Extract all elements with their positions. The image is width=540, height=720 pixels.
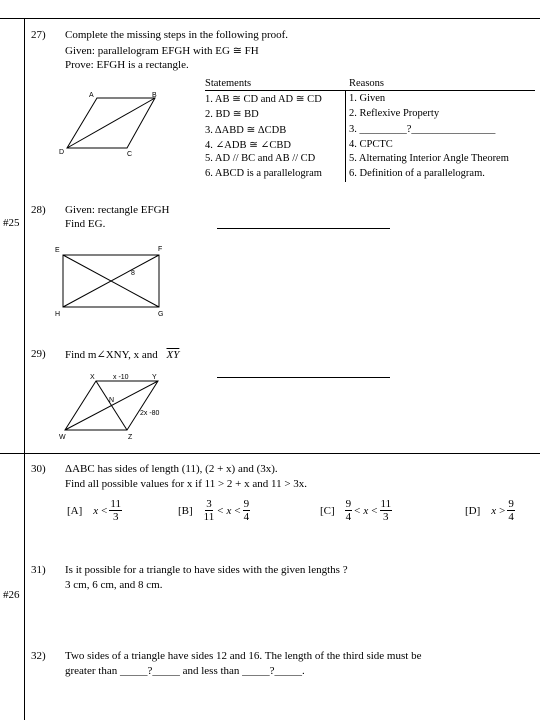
answer-line[interactable] (217, 228, 390, 229)
question-text (65, 348, 179, 361)
choice-b[interactable] (178, 498, 252, 523)
fraction (380, 498, 393, 523)
reason-row: 4. CPCTC (349, 139, 393, 150)
vertex-label-e: E (55, 247, 60, 254)
vertex-label-h: H (55, 311, 61, 318)
vertex-label-b: B (152, 92, 157, 99)
operator: < (234, 504, 241, 517)
question-text: Is it possible for a triangle to have sides with the given lengths ? (65, 564, 348, 576)
vertex-label-c: C (127, 151, 133, 158)
statement-row: 6. ABCD is a parallelogram (205, 168, 322, 179)
choice-label: [A] (67, 504, 83, 517)
choice-a[interactable] (67, 498, 124, 523)
prove-text: Prove: EFGH is a rectangle. (65, 59, 189, 71)
statement-row: 5. AD // BC and AB // CD (205, 153, 316, 164)
left-column-divider (24, 18, 25, 720)
numerator: 3 (206, 498, 212, 510)
vertex-label-y: Y (152, 374, 157, 381)
reason-row: 2. Reflexive Property (349, 108, 440, 119)
operator: > (499, 504, 506, 517)
question-prefix: Find m∠XNY, x and (65, 349, 158, 361)
reason-row: 6. Definition of a parallelogram. (349, 168, 485, 179)
side-label-right: 2x -80 (140, 410, 160, 417)
numerator: 9 (508, 498, 514, 510)
operator: < (354, 504, 361, 517)
choice-label: [B] (178, 504, 193, 517)
reasons-header: Reasons (349, 78, 384, 89)
section-label-25: #25 (3, 217, 20, 229)
denominator: 4 (243, 511, 250, 523)
question-number: 31) (31, 564, 46, 576)
parallelogram-abcd-figure (55, 88, 170, 160)
question-text-line-2: Find all possible values for x if 11 > 2 + x and 11 > 3x. (65, 478, 308, 490)
operator: < (101, 504, 108, 517)
fraction (243, 498, 251, 523)
section-divider (0, 453, 540, 454)
question-text: Complete the missing steps in the following proof. (65, 29, 289, 41)
top-border (0, 18, 540, 19)
parallelogram-wxyz-figure (55, 367, 180, 445)
question-text: Given: rectangle EFGH (65, 204, 170, 216)
numerator: 9 (345, 498, 352, 510)
denominator: 3 (383, 511, 389, 523)
choice-label: [C] (320, 504, 335, 517)
vertex-label-a: A (89, 92, 94, 99)
denominator: 4 (345, 511, 352, 523)
choice-label: [D] (465, 504, 481, 517)
vertex-label-f: F (158, 246, 163, 253)
answer-blanks-text[interactable]: greater than _____?_____ and less than _____?_____. (65, 665, 305, 677)
question-number: 30) (31, 463, 46, 475)
section-label-26: #26 (3, 589, 20, 601)
fraction (507, 498, 515, 523)
denominator: 3 (112, 511, 119, 523)
find-text: Find EG. (65, 218, 106, 230)
side-lengths-text: 3 cm, 6 cm, and 8 cm. (65, 579, 163, 591)
question-text: ΔABC has sides of length (11), (2 + x) and (3x). (65, 463, 278, 475)
question-number: 27) (31, 29, 46, 41)
choice-c[interactable] (320, 498, 394, 523)
operator: < (217, 504, 224, 517)
variable: x (491, 504, 497, 517)
vertex-label-z: Z (128, 434, 133, 441)
proof-header-rule (205, 90, 535, 91)
choice-d[interactable] (465, 498, 517, 523)
question-number: 28) (31, 204, 46, 216)
variable: x (226, 504, 232, 517)
vertex-label-g: G (158, 311, 164, 318)
variable: x (93, 504, 99, 517)
statement-row: 2. BD ≅ BD (205, 109, 259, 120)
fraction (109, 498, 122, 523)
vertex-label-w: W (59, 434, 66, 441)
center-label-n: N (109, 397, 115, 404)
statement-row: 1. AB ≅ CD and AD ≅ CD (205, 94, 322, 105)
question-number: 32) (31, 650, 46, 662)
reason-blank-row[interactable]: 3. _________?________________ (349, 124, 496, 135)
vertex-label-d: D (59, 149, 65, 156)
reason-row: 1. Given (349, 93, 386, 104)
numerator: 11 (110, 498, 121, 510)
numerator: 11 (380, 498, 392, 510)
statements-header: Statements (205, 78, 252, 89)
operator: < (371, 504, 378, 517)
segment-xy: $\overline{XY}$ (166, 349, 180, 361)
question-number: 29) (31, 348, 46, 360)
reason-row: 5. Alternating Interior Angle Theorem (349, 153, 509, 164)
denominator: 11 (203, 511, 215, 523)
denominator: 4 (508, 511, 514, 523)
fraction (203, 498, 216, 523)
side-label-top: x -10 (113, 374, 129, 381)
given-text: Given: parallelogram EFGH with EG ≅ FH (65, 45, 259, 57)
statement-row: 4. ∠ADB ≅ ∠CBD (205, 140, 291, 151)
statement-row: 3. ΔABD ≅ ΔCDB (205, 125, 287, 136)
fraction (345, 498, 353, 523)
rectangle-efgh-figure (50, 240, 175, 322)
numerator: 9 (243, 498, 250, 510)
variable: x (363, 504, 369, 517)
vertex-label-x: X (90, 374, 95, 381)
proof-column-divider (345, 90, 346, 182)
answer-line[interactable] (217, 377, 390, 378)
question-text: Two sides of a triangle have sides 12 and 16. The length of the third side must be (65, 650, 422, 662)
segment-length-label: 8 (131, 270, 135, 277)
